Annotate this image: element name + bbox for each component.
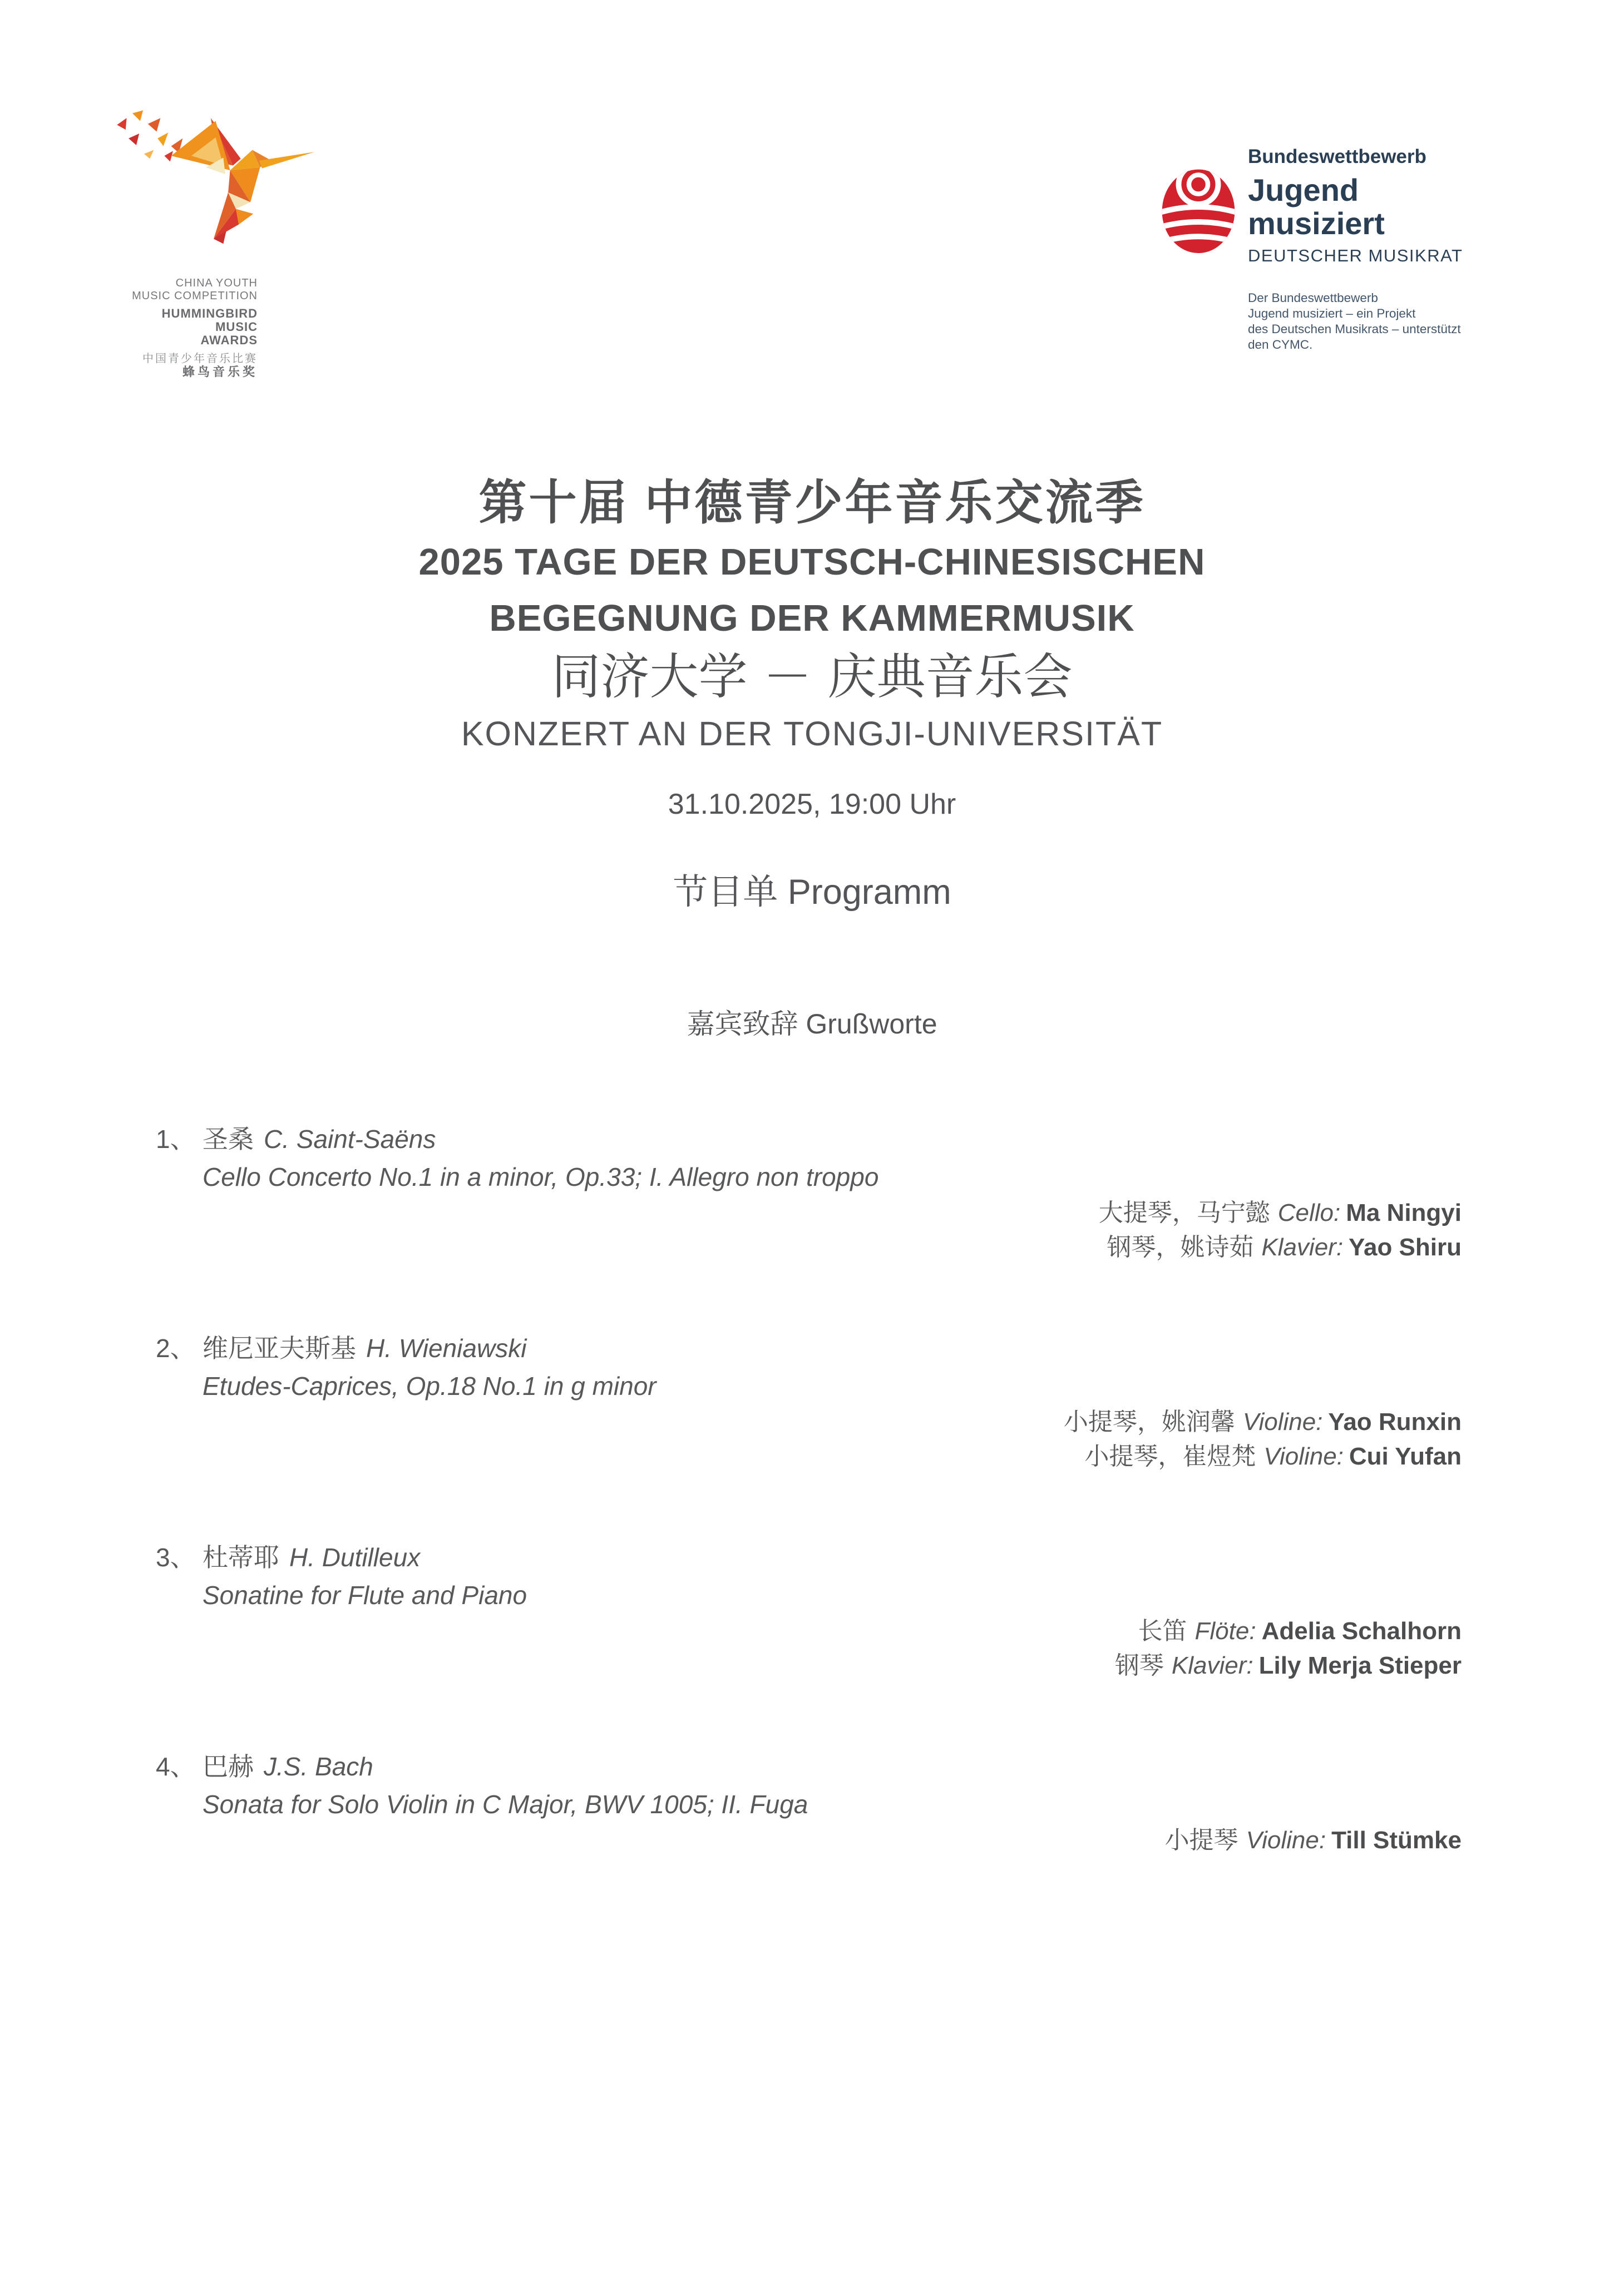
program-item-2: [156, 1329, 1462, 1474]
greeting-heading: [0, 1004, 1624, 1043]
program-item-4: [156, 1748, 1462, 1858]
composer-line: [156, 1748, 1462, 1785]
performer-line: [156, 1614, 1462, 1649]
composer-latin: J.S. Bach: [264, 1752, 373, 1781]
instrument-label: Cello:: [1277, 1199, 1341, 1226]
deutscher-musikrat-label: DEUTSCHER MUSIKRAT: [1248, 246, 1463, 265]
performer-chinese: 小提琴: [1164, 1826, 1238, 1854]
logo-note-line: Der Bundeswettbewerb: [1248, 291, 1378, 305]
musiziert-label: musiziert: [1248, 206, 1385, 241]
composer-chinese: 巴赫: [203, 1751, 254, 1782]
performer-chinese: 钢琴，姚诗茹: [1107, 1233, 1254, 1261]
work-title: Sonatine for Flute and Piano: [203, 1581, 527, 1610]
program-heading-chinese: 节目单: [673, 872, 778, 912]
performer-chinese: 小提琴，崔煜梵: [1084, 1442, 1256, 1471]
hummingbird-logo-icon: [114, 105, 317, 259]
instrument-label: Violine:: [1246, 1827, 1326, 1854]
program-item-3: [156, 1538, 1462, 1683]
instrument-label: Klavier:: [1261, 1234, 1344, 1261]
cymc-brand-line: MUSIC: [215, 320, 258, 334]
performer-name: Yao Shiru: [1349, 1234, 1462, 1261]
performer-chinese: 钢琴: [1114, 1651, 1164, 1680]
logo-note-line: Jugend musiziert – ein Projekt: [1248, 306, 1416, 320]
performer-chinese: 大提琴，马宁懿: [1098, 1199, 1270, 1227]
composer-chinese: 维尼亚夫斯基: [203, 1333, 356, 1363]
cymc-logo-text: [114, 277, 258, 380]
event-title-chinese: 第十届 中德青少年音乐交流季: [478, 476, 1146, 530]
bundeswettbewerb-label: Bundeswettbewerb: [1248, 146, 1426, 167]
event-title-german-line2: BEGEGNUNG DER KAMMERMUSIK: [489, 597, 1135, 639]
performer-line: [156, 1439, 1462, 1474]
logo-note-line: den CYMC.: [1248, 338, 1313, 352]
work-title: Sonata for Solo Violin in C Major, BWV 1005; II. Fuga: [203, 1790, 808, 1819]
work-title: Cello Concerto No.1 in a minor, Op.33; I. Allegro non troppo: [203, 1162, 879, 1191]
item-number: 3、: [156, 1543, 196, 1572]
composer-line: [156, 1120, 1462, 1158]
work-title: Etudes-Caprices, Op.18 No.1 in g minor: [203, 1372, 656, 1401]
program-heading-german: Programm: [787, 873, 951, 912]
instrument-label: Violine:: [1242, 1408, 1323, 1436]
composer-latin: C. Saint-Saëns: [264, 1125, 436, 1154]
composer-line: [156, 1538, 1462, 1576]
concert-subtitle-chinese: 同济大学 － 庆典音乐会: [551, 648, 1073, 705]
jugend-label: Jugend: [1248, 172, 1359, 207]
performer-line: [156, 1196, 1462, 1230]
jugend-musiziert-globe-icon: [1159, 164, 1238, 255]
cymc-chinese-line: 蜂鸟音乐奖: [182, 365, 258, 379]
performers: [156, 1614, 1462, 1683]
cymc-org-line: MUSIC COMPETITION: [132, 290, 258, 302]
composer-latin: H. Dutilleux: [289, 1543, 421, 1572]
performer-name: Adelia Schalhorn: [1261, 1617, 1462, 1645]
performers: [156, 1823, 1462, 1858]
performer-name: Yao Runxin: [1328, 1408, 1462, 1436]
performer-chinese: 小提琴，姚润馨: [1063, 1408, 1235, 1436]
performers: [156, 1196, 1462, 1265]
instrument-label: Flöte:: [1194, 1617, 1256, 1645]
greeting-heading-german: Grußworte: [806, 1008, 937, 1040]
composer-chinese: 杜蒂耶: [203, 1542, 279, 1572]
program-list: [0, 1120, 1624, 1858]
performer-name: Till Stümke: [1331, 1827, 1462, 1854]
cymc-org-line: CHINA YOUTH: [175, 277, 258, 289]
program-item-1: [156, 1120, 1462, 1265]
instrument-label: Klavier:: [1171, 1652, 1253, 1679]
composer-line: [156, 1329, 1462, 1367]
concert-datetime: 31.10.2025, 19:00 Uhr: [668, 788, 956, 820]
cymc-brand-line: HUMMINGBIRD: [161, 306, 258, 320]
performer-chinese: 长笛: [1138, 1617, 1187, 1645]
logo-note-line: des Deutschen Musikrats – unterstützt: [1248, 322, 1461, 336]
performer-line: [156, 1405, 1462, 1439]
concert-subtitle-german: KONZERT AN DER TONGJI-UNIVERSITÄT: [461, 715, 1163, 753]
event-title-german-line1: 2025 TAGE DER DEUTSCH-CHINESISCHEN: [418, 541, 1206, 583]
instrument-label: Violine:: [1263, 1443, 1344, 1470]
performer-line: [156, 1823, 1462, 1858]
performers: [156, 1405, 1462, 1474]
item-number: 1、: [156, 1125, 196, 1154]
performer-line: [156, 1649, 1462, 1683]
performer-name: Lily Merja Stieper: [1258, 1652, 1462, 1679]
item-number: 4、: [156, 1752, 196, 1781]
performer-name: Cui Yufan: [1349, 1443, 1462, 1470]
cymc-chinese-line: 中国青少年音乐比赛: [142, 352, 258, 365]
cymc-hummingbird-logo: [114, 105, 325, 380]
composer-chinese: 圣桑: [203, 1124, 254, 1154]
jugend-musiziert-text: [1248, 146, 1515, 353]
item-number: 2、: [156, 1334, 196, 1363]
jugend-musiziert-logo: [1159, 146, 1515, 353]
performer-line: [156, 1230, 1462, 1265]
logo-note: [1248, 290, 1515, 353]
composer-latin: H. Wieniawski: [366, 1334, 527, 1363]
performer-name: Ma Ningyi: [1346, 1199, 1462, 1226]
program-heading: [0, 867, 1624, 918]
greeting-heading-chinese: 嘉宾致辞: [687, 1008, 798, 1040]
cymc-brand-line: AWARDS: [200, 333, 258, 347]
